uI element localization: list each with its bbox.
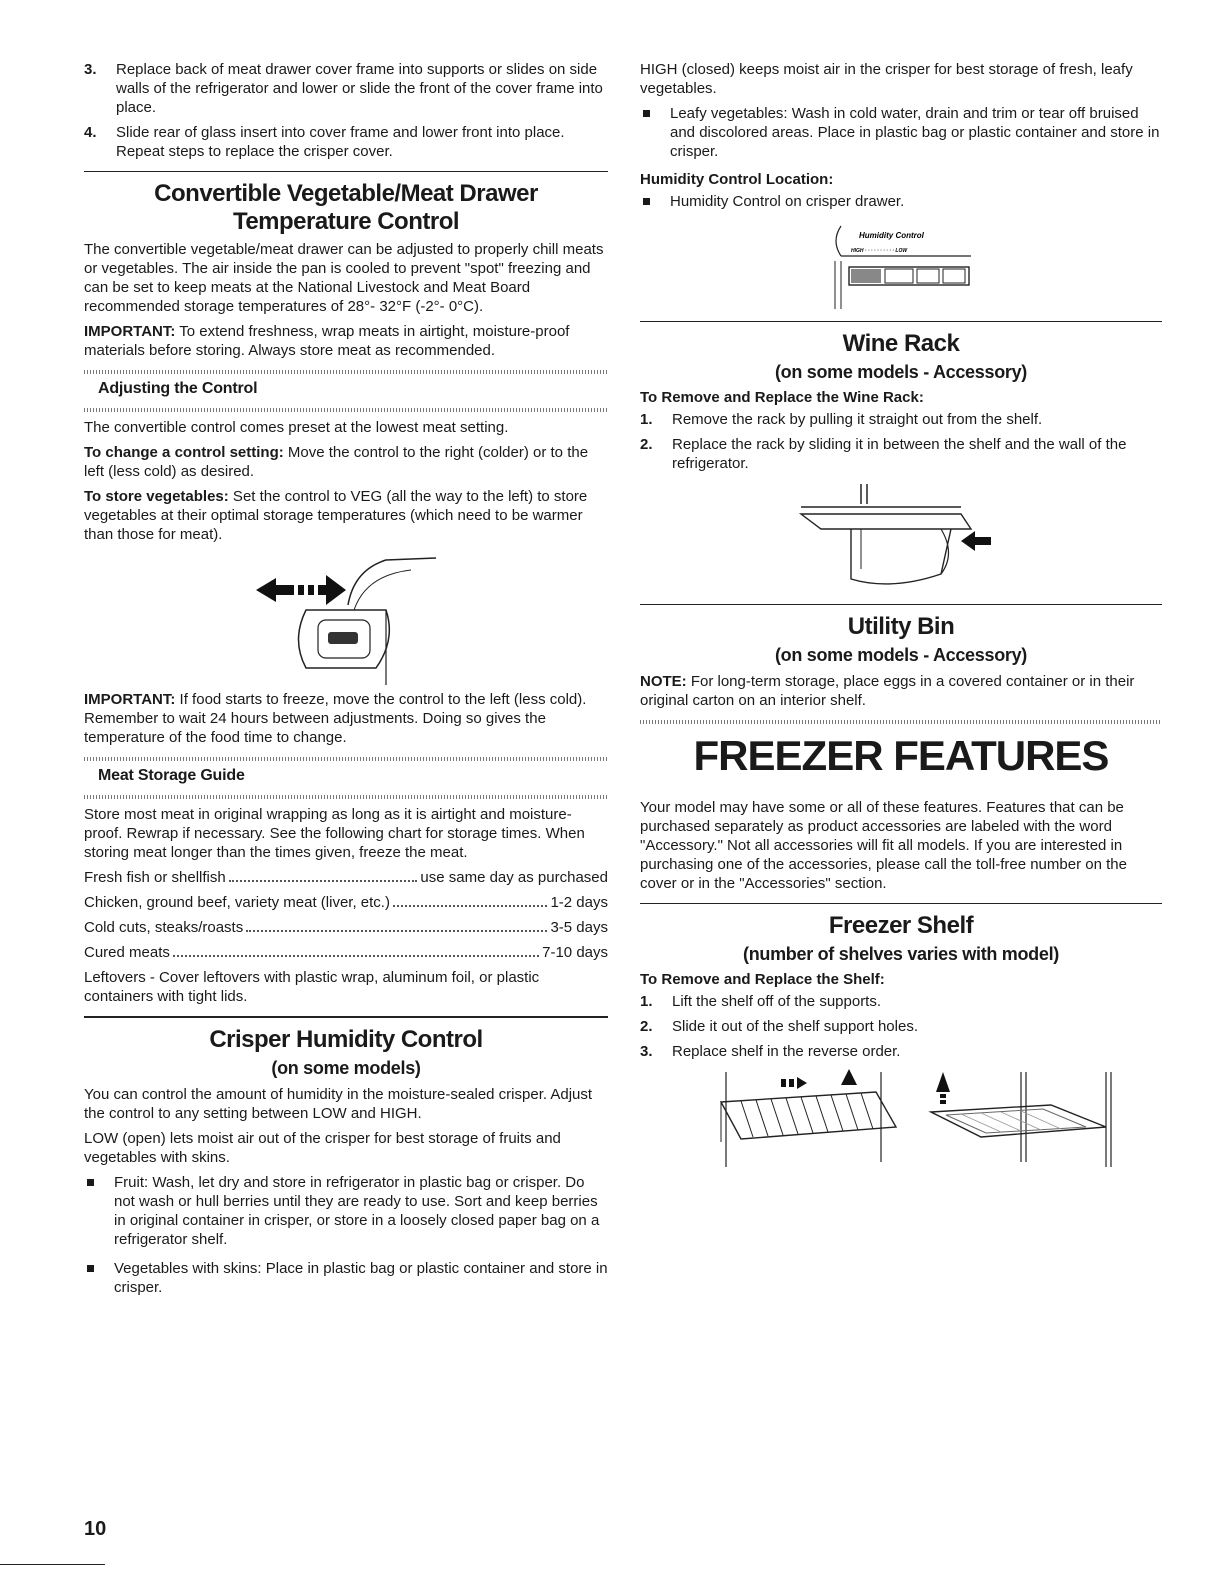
cover-steps [84,60,608,161]
utility-bin-title: Utility Bin [847,613,955,640]
list-item: Humidity Control on crisper drawer. [640,192,1162,211]
leftovers-text: Leftovers - Cover leftovers with plastic wrap, aluminum foil, or plastic containers with tight lids. [84,969,540,1005]
convertible-important: IMPORTANT: To extend freshness, wrap meats in airtight, moisture-proof materials before storing. Always store meat as recommended. [84,323,570,359]
dotted-divider [640,720,1162,724]
utility-bin-subtitle: (on some models - Accessory) [774,645,1027,665]
freezer-shelf-subtitle: (number of shelves varies with model) [743,944,1059,964]
dotted-divider [84,757,608,761]
meat-guide-row: Cold cuts, steaks/roasts 3-5 days [84,919,608,936]
meat-guide-row: Fresh fish or shellfish use same day as purchased [84,869,608,886]
step-item: 1. Remove the rack by pulling it straight out from the shelf. [640,411,1043,428]
utility-note: NOTE: For long-term storage, place eggs in a covered container or in their original carton on an interior shelf. [640,673,1135,709]
meat-storage-heading: Meat Storage Guide [98,767,245,784]
crisper-humidity-subtitle: (on some models) [271,1058,421,1078]
convertible-drawer-title: Convertible Vegetable/Meat Drawer Temperature Control [154,180,538,235]
dotted-divider [84,370,608,374]
left-column [84,60,608,1307]
meat-guide-intro: Store most meat in original wrapping as long as it is airtight and moisture-proof. Rewrap if necessary. See the following chart for storage times. When storing meat longer than the times given, freeze the meat. [84,806,585,861]
step-item: 3. Replace back of meat drawer cover frame into supports or slides on side walls of the refrigerator and lower or slide the front of the cover frame into place. [84,61,603,116]
humidity-control-illustration [821,221,981,311]
step-item: 3. Replace shelf in the reverse order. [640,1043,901,1060]
convertible-intro: The convertible vegetable/meat drawer can be adjusted to properly chill meats or vegetables. The air inside the pan is cooled to prevent "spot" freezing and can be set to keep meats at the National Livestock and Meat Board recommended storage temperatures of 28°- 32°F (-2°- 0°C). [84,241,604,315]
humidity-scale-label: HIGH · · · · · · · · · · LOW [851,248,908,254]
humidity-control-label: Humidity Control [859,231,924,240]
step-item: 2. Slide it out of the shelf support holes. [640,1018,918,1035]
step-item: 2. Replace the rack by sliding it in between the shelf and the wall of the refrigerator. [640,436,1127,472]
wine-rack-illustration [781,479,1021,594]
section-divider [640,604,1162,605]
meat-guide-row: Chicken, ground beef, variety meat (liver, etc.) 1-2 days [84,894,608,911]
crisper-intro: You can control the amount of humidity in the moisture-sealed crisper. Adjust the control to any setting between LOW and HIGH. [84,1086,593,1122]
preset-text: The convertible control comes preset at the lowest meat setting. [84,419,509,436]
wine-rack-steps [640,410,1162,473]
section-divider [84,1016,608,1018]
temperature-control-illustration [236,550,456,690]
section-divider [640,903,1162,904]
leafy-bullets [640,104,1162,161]
step-item: 4. Slide rear of glass insert into cover frame and lower front into place. Repeat steps to replace the crisper cover. [84,124,565,160]
crisper-high: HIGH (closed) keeps moist air in the crisper for best storage of fresh, leafy vegetables. [640,61,1133,97]
dotted-divider [84,795,608,799]
change-setting-text: To change a control setting: Move the control to the right (colder) or to the left (less cold) as desired. [84,444,589,480]
freezer-shelf-steps-label: To Remove and Replace the Shelf: [640,971,885,988]
humidity-location-label: Humidity Control Location: [640,171,834,188]
location-bullets [640,192,1162,211]
adjusting-important: IMPORTANT: If food starts to freeze, move the control to the left (less cold). Remember to wait 24 hours between adjustments. Doing so gives the temperature of the food time to change. [84,691,587,746]
footer-rule [0,1564,105,1565]
list-item: Vegetables with skins: Place in plastic bag or plastic container and store in crisper. [84,1259,608,1297]
freezer-shelf-illustration [681,1067,1121,1177]
list-item: Leafy vegetables: Wash in cold water, drain and trim or tear off bruised and discolored areas. Place in plastic bag or plastic container and store in crisper. [640,104,1162,161]
list-item: Fruit: Wash, let dry and store in refrigerator in plastic bag or crisper. Do not wash or hull berries until they are ready to use. Sort and keep berries in original container in crisper, or store in a loosely closed paper bag on a refrigerator shelf. [84,1173,608,1249]
freezer-shelf-title: Freezer Shelf [828,912,974,939]
store-vegetables-text: To store vegetables: Set the control to VEG (all the way to the left) to store vegetables at their optimal storage temperatures (which need to be warmer than those for meat). [84,488,588,543]
adjusting-control-heading: Adjusting the Control [98,380,258,397]
freezer-shelf-steps [640,992,1162,1061]
meat-guide-row: Cured meats 7-10 days [84,944,608,961]
crisper-humidity-title: Crisper Humidity Control [209,1026,483,1053]
dotted-divider [84,408,608,412]
crisper-low: LOW (open) lets moist air out of the crisper for best storage of fruits and vegetables with skins. [84,1130,561,1166]
wine-rack-title: Wine Rack [842,330,960,357]
step-item: 1. Lift the shelf off of the supports. [640,993,882,1010]
freezer-features-title: FREEZER FEATURES [693,732,1109,779]
wine-rack-subtitle: (on some models - Accessory) [774,362,1027,382]
crisper-bullets [84,1173,608,1297]
page-number: 10 [84,1518,107,1540]
right-column [640,60,1162,1177]
freezer-intro: Your model may have some or all of these features. Features that can be purchased separately as product accessories are labeled with the word "Accessory." Not all accessories will fit all models. If you are interested in purchasing one of the accessories, please call the toll-free number on the cover or in the "Accessories" section. [640,799,1127,892]
section-divider [640,321,1162,322]
section-divider [84,171,608,172]
wine-rack-steps-label: To Remove and Replace the Wine Rack: [640,389,924,406]
